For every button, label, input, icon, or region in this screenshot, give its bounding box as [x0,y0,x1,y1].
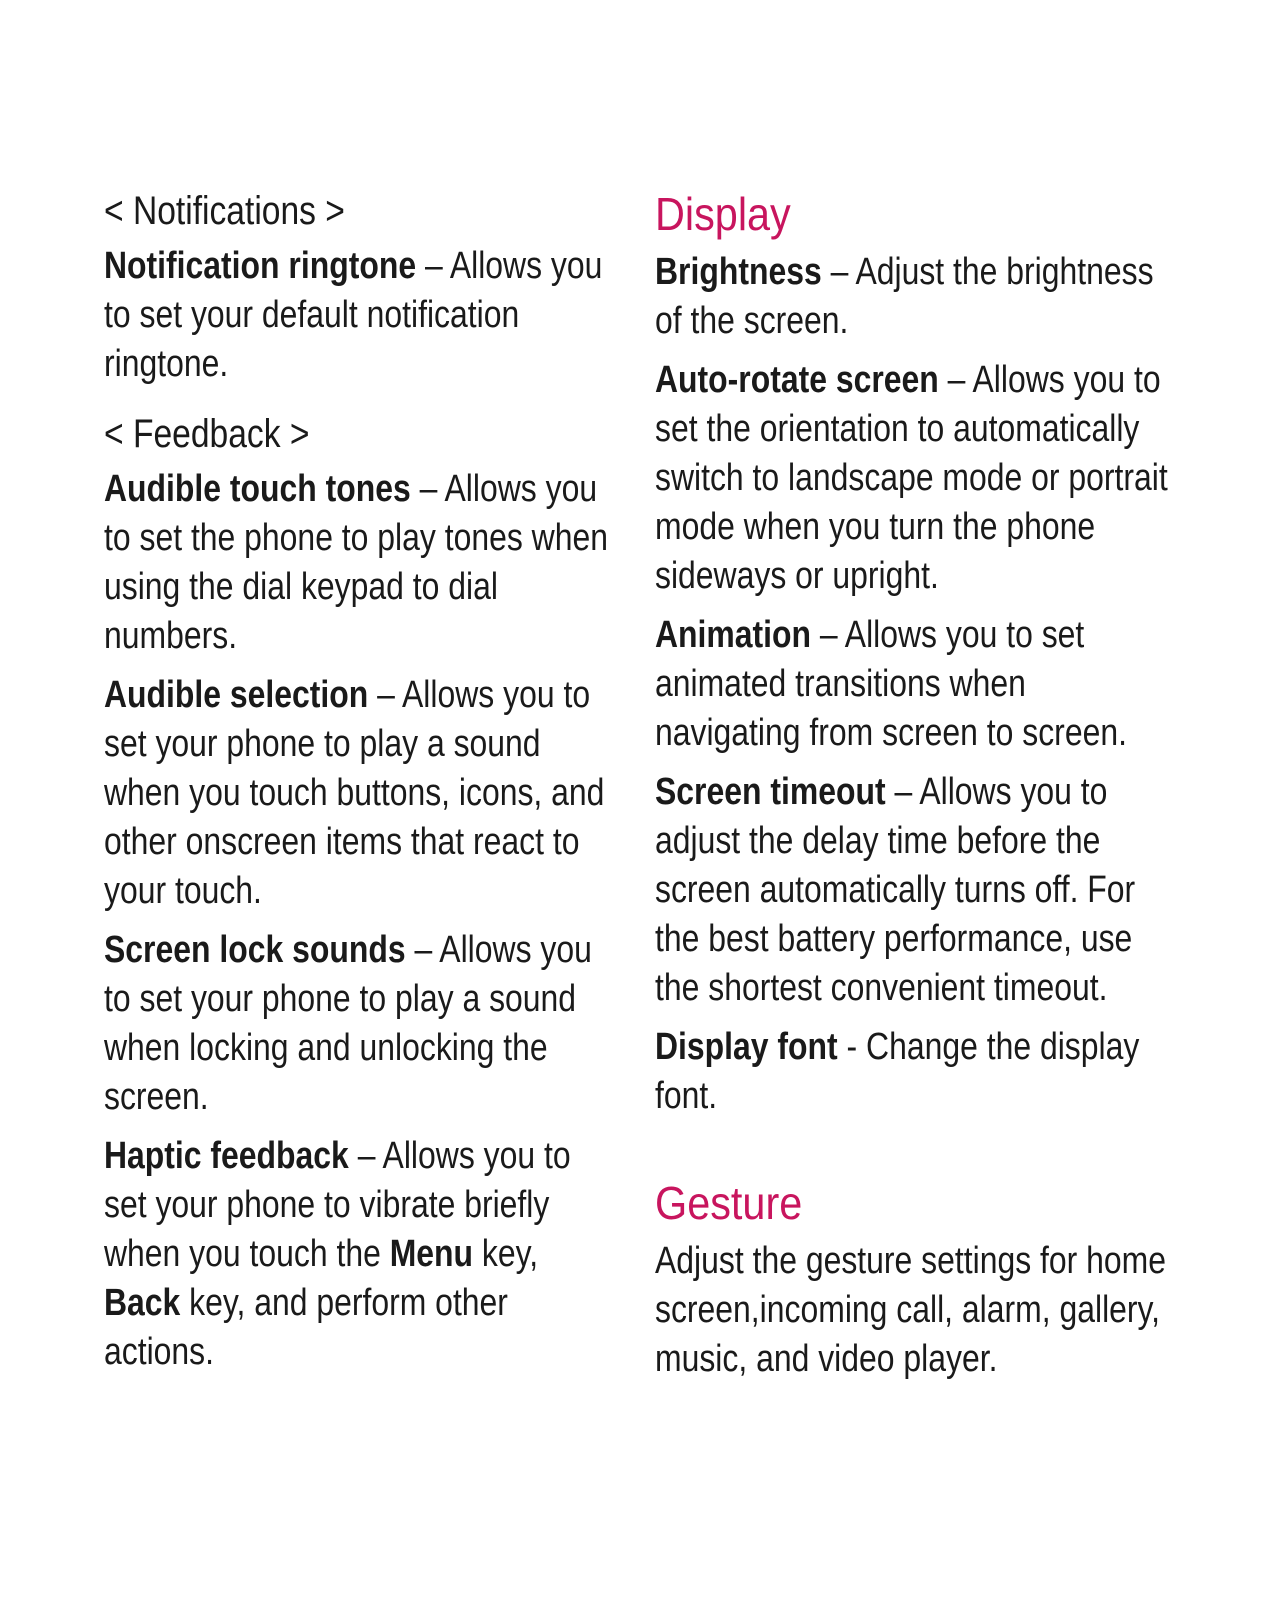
audible-selection-item [104,671,620,916]
audible-selection-desc: – Allows you to set your phone to play a sound when you touch buttons, icons, and other onscreen items that react to your touch. [104,674,605,912]
notification-ringtone-term: Notification ringtone [104,245,417,287]
audible-touch-tones-term: Audible touch tones [104,468,411,510]
audible-touch-tones-item [104,465,620,661]
feedback-heading: < Feedback > [104,412,310,456]
haptic-feedback-desc-1: – Allows you to set your phone to vibrate briefly when you touch the [104,1135,571,1275]
menu-key-label: Menu [389,1233,474,1275]
notification-ringtone-desc: – Allows you to set your default notification ringtone. [104,245,603,385]
spacer [104,399,620,409]
gesture-desc: Adjust the gesture settings for home screen,incoming call, alarm, gallery, music, and video player. [655,1240,1167,1380]
back-key-label: Back [104,1282,181,1324]
display-font-desc: - Change the display font. [655,1026,1140,1117]
screen-timeout-term: Screen timeout [655,771,886,813]
display-section-title: Display [655,188,791,240]
screen-lock-sounds-desc: – Allows you to set your phone to play a sound when locking and unlocking the screen. [104,929,592,1118]
animation-item [655,611,1175,758]
animation-term: Animation [655,614,812,656]
haptic-feedback-term: Haptic feedback [104,1135,349,1177]
screen-timeout-item [655,768,1175,1013]
display-font-item [655,1023,1175,1121]
right-column-text [655,248,1175,1121]
brightness-item [655,248,1175,346]
haptic-feedback-desc-3: key, and perform other actions. [104,1282,508,1373]
screen-lock-sounds-item [104,926,620,1122]
animation-desc: – Allows you to set animated transitions when navigating from screen to screen. [655,614,1127,754]
screen-lock-sounds-term: Screen lock sounds [104,929,406,971]
audible-selection-term: Audible selection [104,674,369,716]
spacer [655,1131,1175,1175]
haptic-feedback-desc-2: key, [473,1233,539,1275]
display-font-term: Display font [655,1026,838,1068]
audible-touch-tones-desc: – Allows you to set the phone to play tones when using the dial keypad to dial numbers. [104,468,608,657]
auto-rotate-desc: – Allows you to set the orientation to automatically switch to landscape mode or portrait mode when you turn the phone sideways or upright. [655,359,1168,597]
auto-rotate-item [655,356,1175,601]
haptic-feedback-item [104,1132,620,1377]
brightness-term: Brightness [655,251,822,293]
brightness-desc: – Adjust the brightness of the screen. [655,251,1154,342]
screen-timeout-desc: – Allows you to adjust the delay time before the screen automatically turns off. For the best battery performance, use the shortest convenient timeout. [655,771,1136,1009]
right-column [655,186,1175,1394]
gesture-section-title: Gesture [655,1177,803,1229]
left-column [104,186,620,1387]
left-column-text [104,186,620,1377]
auto-rotate-term: Auto-rotate screen [655,359,939,401]
notifications-heading: < Notifications > [104,189,345,233]
notification-ringtone-item [104,242,620,389]
gesture-text [655,1237,1175,1384]
